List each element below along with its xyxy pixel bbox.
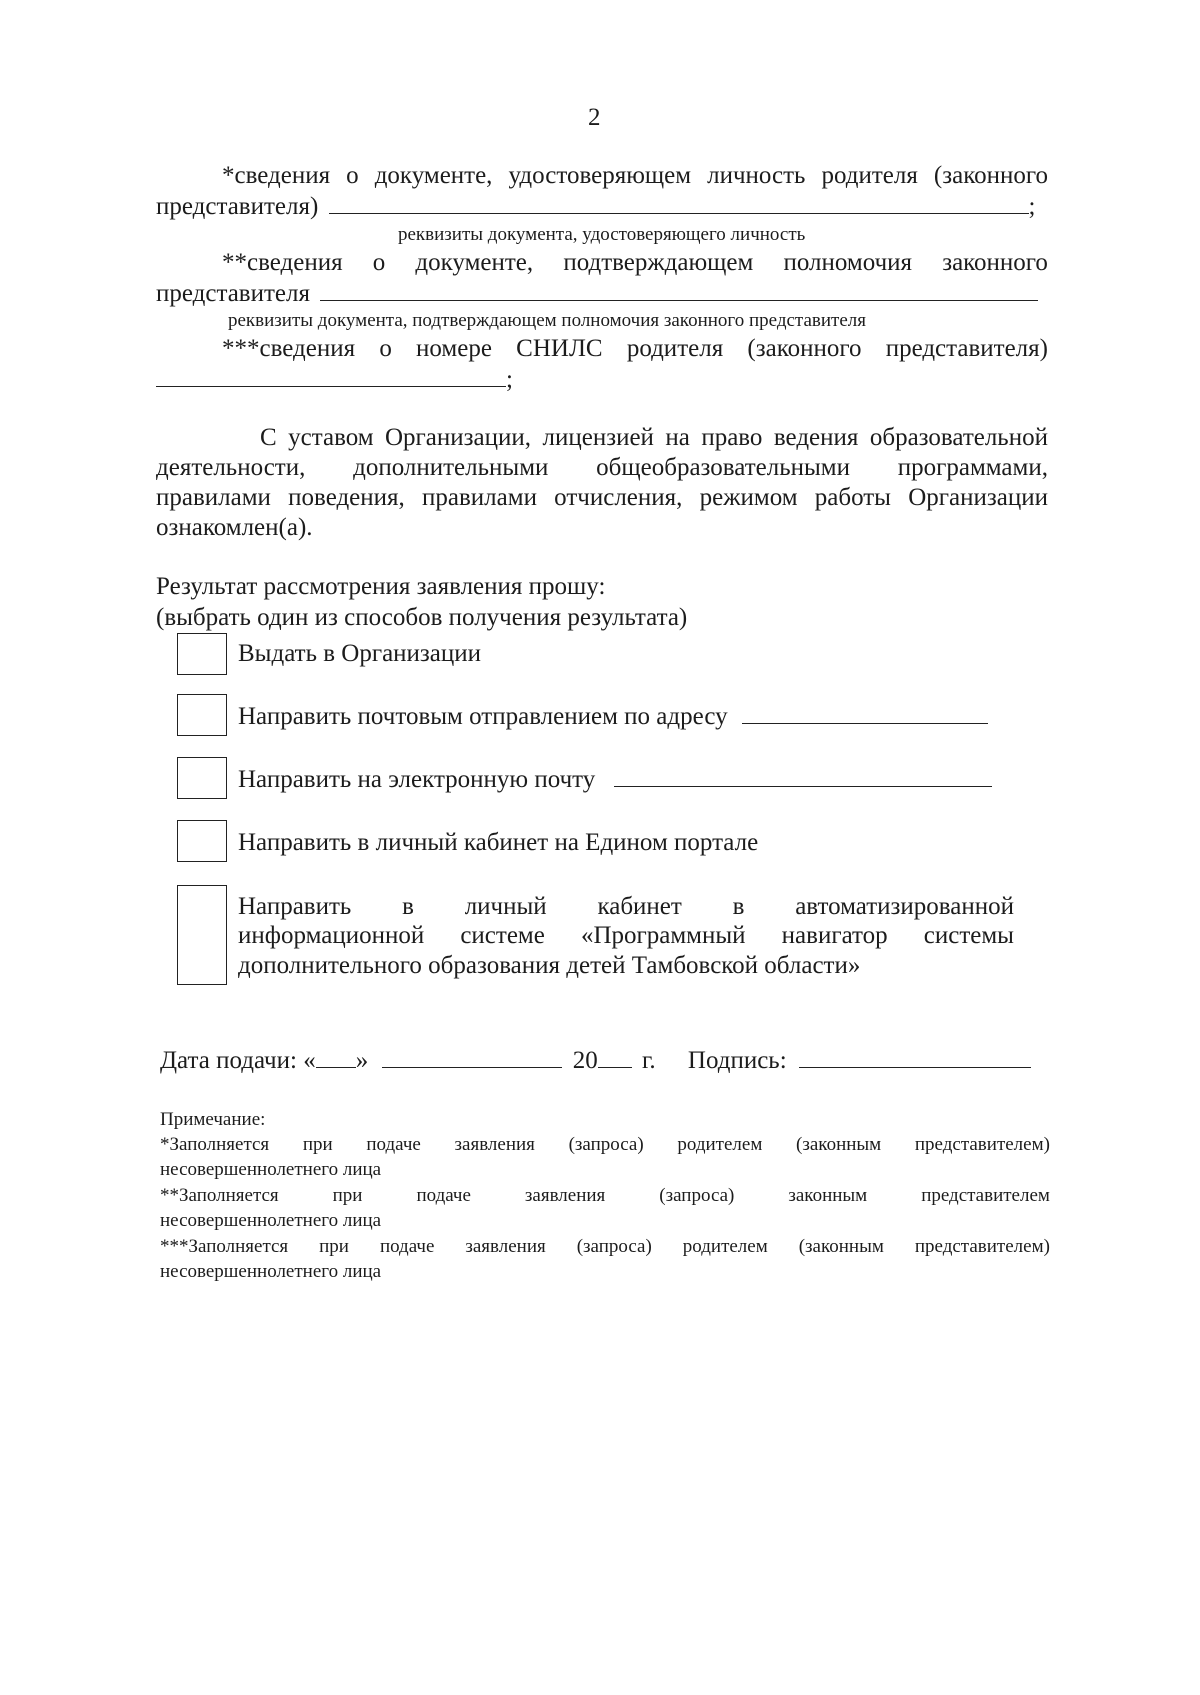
date-label: Дата подачи:	[160, 1047, 297, 1074]
snils-field[interactable]	[156, 385, 506, 387]
word: при	[319, 1236, 349, 1257]
date-row	[160, 1047, 1031, 1075]
word: (запроса)	[576, 1236, 652, 1257]
word: документе,	[415, 249, 534, 276]
word: Организации	[908, 484, 1048, 511]
signature-label: Подпись:	[687, 1047, 787, 1074]
word: ***сведения	[222, 335, 356, 362]
word: *сведения	[222, 162, 331, 189]
word: «Программный	[580, 922, 746, 949]
word: удостоверяющем	[508, 162, 692, 189]
word: деятельности,	[156, 454, 306, 481]
postal-address-field[interactable]	[742, 722, 988, 724]
identity-doc-caption: реквизиты документа, удостоверяющего личность	[398, 224, 806, 245]
word: в	[732, 893, 745, 920]
note3-line1	[160, 1236, 1050, 1258]
word: подаче	[366, 1134, 421, 1155]
word: личность	[707, 162, 806, 189]
word: родителя	[821, 162, 918, 189]
word: в	[402, 893, 414, 920]
option-checkbox-1[interactable]	[177, 633, 227, 675]
month-field[interactable]	[382, 1066, 562, 1068]
word: представителем)	[914, 1236, 1050, 1257]
authority-doc-field[interactable]	[320, 299, 1038, 301]
charter-line4: ознакомлен(а).	[156, 514, 313, 541]
identity-doc-line2	[156, 193, 1036, 221]
word: подаче	[416, 1185, 471, 1206]
word: на	[665, 424, 690, 451]
email-field[interactable]	[614, 785, 992, 787]
word: программами,	[897, 454, 1048, 481]
note2-line1	[160, 1185, 1050, 1207]
word: системы	[923, 922, 1014, 949]
option-text-2: Направить почтовым отправлением по адресу	[238, 703, 728, 730]
word: заявления	[454, 1134, 535, 1155]
option-label-3	[238, 766, 992, 794]
word: правилами	[156, 484, 271, 511]
word: работы	[814, 484, 891, 511]
option-label-1: Выдать в Организации	[238, 640, 482, 667]
option-label-2	[238, 703, 988, 731]
word: (запроса)	[659, 1185, 735, 1206]
option5-line3: дополнительного образования детей Тамбовской области»	[238, 952, 861, 979]
word: режимом	[699, 484, 798, 511]
word: (законным	[798, 1236, 884, 1257]
word: документе,	[374, 162, 493, 189]
word: автоматизированной	[795, 893, 1014, 920]
year-suffix: г.	[641, 1047, 656, 1074]
word: право	[701, 424, 763, 451]
word: заявления	[524, 1185, 606, 1206]
option-label-4: Направить в личный кабинет на Едином портале	[238, 829, 759, 856]
word: о	[379, 335, 392, 362]
word: личный	[464, 893, 547, 920]
word: системе	[460, 922, 545, 949]
word: **Заполняется	[160, 1185, 279, 1206]
word: родителем	[682, 1236, 768, 1257]
word: (законного	[933, 162, 1048, 189]
identity-doc-label: представителя)	[156, 193, 319, 220]
option-checkbox-3[interactable]	[177, 757, 227, 799]
charter-line2	[156, 454, 1048, 482]
note1-line1	[160, 1134, 1050, 1156]
word: (законного	[747, 335, 862, 362]
option5-line1	[238, 893, 1014, 921]
snils-line1	[222, 335, 1048, 363]
result-subheading: (выбрать один из способов получения результата)	[156, 604, 688, 631]
word: образовательной	[869, 424, 1048, 451]
identity-doc-semicolon: ;	[1028, 193, 1036, 220]
notes-heading: Примечание:	[160, 1109, 266, 1130]
word: представителя)	[885, 335, 1048, 362]
year-field[interactable]	[598, 1066, 632, 1068]
identity-doc-line1	[222, 162, 1048, 190]
word: родителя	[626, 335, 724, 362]
option-checkbox-4[interactable]	[177, 820, 227, 862]
word: С	[260, 424, 277, 451]
year-prefix: 20	[572, 1047, 598, 1074]
word: о	[346, 162, 359, 189]
word: навигатор	[781, 922, 888, 949]
word: законного	[942, 249, 1048, 276]
word: Направить	[238, 893, 352, 920]
word: поведения,	[288, 484, 405, 511]
word: подаче	[379, 1236, 435, 1257]
word: представителем	[921, 1185, 1050, 1206]
snils-line2	[156, 366, 513, 394]
word: информационной	[238, 922, 425, 949]
note3-line2: несовершеннолетнего лица	[160, 1261, 382, 1282]
day-field[interactable]	[316, 1066, 356, 1068]
note1-line2: несовершеннолетнего лица	[160, 1159, 382, 1180]
snils-semicolon: ;	[506, 366, 513, 393]
authority-doc-label: представителя	[156, 280, 310, 307]
option-checkbox-5[interactable]	[177, 885, 227, 985]
authority-doc-caption: реквизиты документа, подтверждающем полномочия законного представителя	[228, 310, 866, 331]
word: отчисления,	[554, 484, 683, 511]
word: ведения	[773, 424, 859, 451]
quote-open: «	[303, 1047, 316, 1074]
option-checkbox-2[interactable]	[177, 694, 227, 736]
authority-doc-line1	[222, 249, 1048, 277]
word: лицензией	[542, 424, 654, 451]
word: Организации,	[385, 424, 532, 451]
note2-line2: несовершеннолетнего лица	[160, 1210, 382, 1231]
word: *Заполняется	[160, 1134, 270, 1155]
word: правилами	[422, 484, 537, 511]
page-number: 2	[588, 104, 601, 131]
signature-field[interactable]	[799, 1066, 1031, 1068]
word: о	[372, 249, 386, 276]
word: кабинет	[597, 893, 682, 920]
word: ***Заполняется	[160, 1236, 289, 1257]
word: заявления	[465, 1236, 546, 1257]
word: уставом	[288, 424, 374, 451]
word: полномочия	[783, 249, 913, 276]
word: при	[332, 1185, 363, 1206]
word: подтверждающем	[563, 249, 754, 276]
word: СНИЛС	[516, 335, 603, 362]
word: (законным	[796, 1134, 882, 1155]
word: представителем)	[914, 1134, 1050, 1155]
result-heading: Результат рассмотрения заявления прошу:	[156, 573, 606, 600]
charter-line3	[156, 484, 1048, 512]
authority-doc-line2	[156, 280, 1038, 308]
word: родителем	[677, 1134, 763, 1155]
word: общеобразовательными	[596, 454, 850, 481]
word: **сведения	[222, 249, 343, 276]
option5-line2	[238, 922, 1014, 950]
identity-doc-field[interactable]	[329, 212, 1029, 214]
word: номере	[416, 335, 492, 362]
word: законным	[788, 1185, 868, 1206]
word: (запроса)	[568, 1134, 644, 1155]
charter-line1	[260, 424, 1048, 452]
word: при	[302, 1134, 333, 1155]
quote-close: »	[355, 1047, 369, 1074]
option-text-3: Направить на электронную почту	[238, 766, 596, 793]
word: дополнительными	[353, 454, 549, 481]
